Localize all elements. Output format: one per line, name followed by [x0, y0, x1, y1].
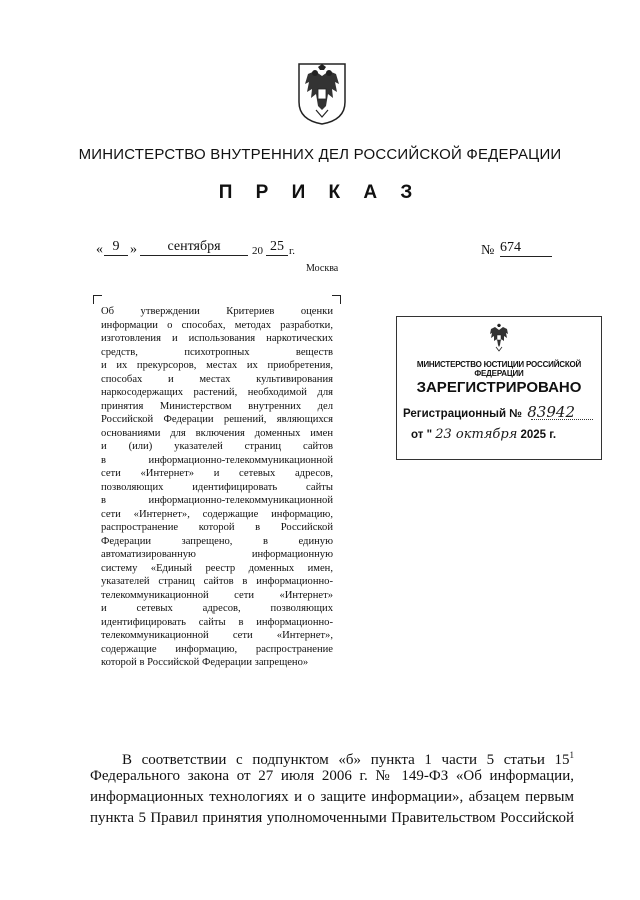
title-line: в информационно-телекоммуникационной — [101, 454, 333, 466]
stamp-date-suffix: г. — [549, 429, 557, 441]
title-line: в информационно-телекоммуникационной — [101, 495, 333, 506]
stamp-date-prefix: от — [411, 429, 424, 441]
date-year-prefix: 20 — [252, 245, 263, 257]
date-open-quote: « — [96, 242, 103, 257]
body-line: Федерального закона от 27 июля 2006 г. № 149-ФЗ «Об информации, — [90, 768, 574, 784]
title-corner-right — [332, 295, 341, 304]
title-line: способах и местах культивирования — [101, 373, 333, 385]
title-line: изготовления и использования наркотических — [101, 333, 333, 344]
title-line: принятия Министерством внутренних дел — [101, 400, 333, 412]
body-line-text: В соответствии с подпунктом «б» пункта 1 части 5 статьи 15 — [122, 752, 570, 768]
order-number: 674 — [500, 240, 552, 257]
coat-of-arms-icon — [296, 62, 348, 126]
body-line: информационных технологиях и о защите информации», абзацем первым — [90, 789, 574, 805]
title-line: телекоммуникационной сети «Интернет» — [101, 589, 333, 601]
title-line: и их прекурсоров, местах их приобретения, — [101, 360, 333, 371]
title-line: телекоммуникационной сети «Интернет», — [101, 630, 333, 641]
title-line: указателей страниц сайтов в информационно- — [101, 576, 333, 587]
title-line: распространение которой в Российской — [101, 522, 333, 533]
date-month: сентября — [140, 239, 248, 256]
order-title — [101, 305, 333, 670]
title-line: содержащие информацию, распространение — [101, 643, 333, 655]
stamp-coat-of-arms-icon — [487, 323, 511, 353]
document-type-title: П Р И К А З — [218, 182, 422, 203]
title-corner-left — [93, 295, 102, 304]
title-line: Российской Федерации решений, являющихся — [101, 414, 333, 425]
title-line: сети «Интернет», содержащие информацию, — [101, 508, 333, 520]
title-line: наркосодержащих растений, необходимой для — [101, 387, 333, 398]
title-line: и сетевых адресов, позволяющих — [101, 603, 333, 614]
title-line: автоматизированную информационную — [101, 549, 333, 560]
stamp-date-handwritten: 23 октября — [435, 427, 518, 442]
stamp-status: ЗАРЕГИСТРИРОВАНО — [416, 379, 582, 396]
stamp-registration-number: 83942 — [527, 403, 575, 421]
title-line: сети «Интернет» и сетевых адресов, — [101, 468, 333, 479]
title-line: которой в Российской Федерации запрещено» — [101, 657, 309, 668]
order-number-label: № — [481, 243, 495, 258]
date-year-unit: г. — [289, 245, 296, 257]
stamp-organization: МИНИСТЕРСТВО ЮСТИЦИИ РОССИЙСКОЙ ФЕДЕРАЦИИ — [416, 360, 582, 378]
date-year: 25 — [266, 239, 288, 256]
stamp-date-row — [411, 427, 556, 442]
title-line: средств, психотропных веществ — [101, 346, 333, 358]
title-line: информации о способах, методах разработки, — [101, 319, 333, 331]
registration-stamp — [396, 316, 602, 460]
date-close-quote: » — [130, 242, 137, 257]
city: Москва — [306, 263, 339, 274]
order-body — [90, 745, 574, 829]
title-line: позволяющих идентифицировать сайты — [101, 481, 333, 493]
stamp-date-quote: " — [426, 429, 433, 441]
body-superscript: 1 — [569, 750, 574, 760]
stamp-registration-underline — [531, 419, 593, 420]
body-line: пункта 5 Правил принятия уполномоченными Правительством Российской — [90, 810, 574, 826]
stamp-registration-label: Регистрационный № — [403, 408, 523, 420]
body-line — [90, 745, 574, 766]
ministry-name: МИНИСТЕРСТВО ВНУТРЕННИХ ДЕЛ РОССИЙСКОЙ ФЕДЕРАЦИИ — [78, 146, 562, 163]
title-line: Федерации запрещено, в единую — [101, 535, 333, 547]
stamp-date-year: 2025 — [520, 429, 547, 441]
title-line: идентифицировать сайты в информационно- — [101, 616, 333, 628]
title-line: основаниями для включения доменных имен — [101, 427, 333, 439]
title-line: Об утверждении Критериев оценки — [101, 306, 333, 317]
stamp-registration-row — [403, 403, 575, 421]
date-day: 9 — [104, 239, 128, 256]
title-line: систему «Единый реестр доменных имен, — [101, 562, 333, 574]
title-line: и (или) указателей страниц сайтов — [101, 441, 333, 452]
